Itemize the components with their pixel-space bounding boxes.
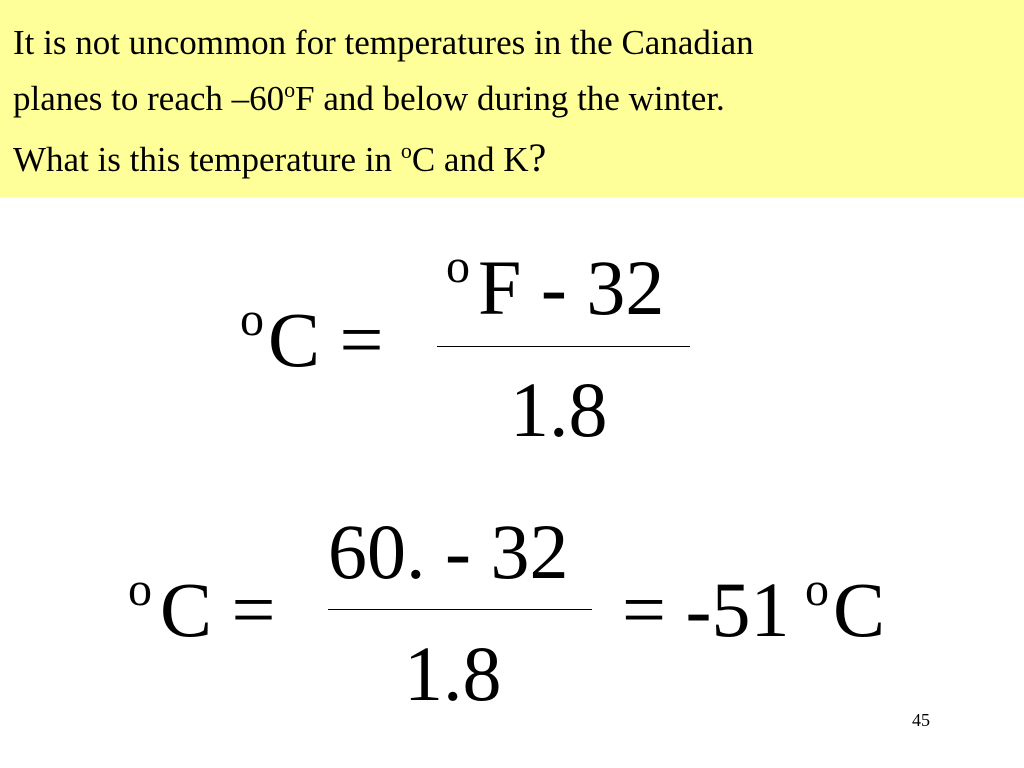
degree-symbol: o	[284, 77, 296, 102]
formula-fraction-bar	[437, 346, 690, 347]
formula-denominator: 1.8	[510, 366, 608, 453]
formula-numerator-degree: o	[446, 240, 470, 293]
formula-numerator: F - 32	[478, 244, 665, 331]
calc-result-degree: o	[805, 563, 829, 616]
question-text-2b: F and below during the winter.	[295, 79, 725, 118]
calc-lhs: C =	[160, 566, 276, 653]
formula-lhs-degree: o	[240, 293, 264, 346]
calc-numerator: 60. - 32	[328, 508, 569, 595]
question-box	[0, 0, 1024, 197]
page-number: 45	[912, 710, 930, 730]
question-text-3a: What is this temperature in	[13, 140, 401, 179]
question-text-1: It is not uncommon for temperatures in the Canadian	[13, 23, 754, 62]
calc-result-value: = -51	[622, 566, 790, 653]
question-text-2a: planes to reach –60	[13, 79, 285, 118]
question-line-2	[13, 79, 725, 123]
question-line-3	[13, 135, 547, 184]
calc-fraction-bar	[328, 609, 592, 610]
degree-symbol: o	[400, 138, 412, 163]
calc-result-unit: C	[833, 566, 886, 653]
question-line-1	[13, 23, 754, 63]
calc-denominator: 1.8	[404, 630, 502, 717]
formula-lhs: C =	[268, 296, 384, 383]
question-text-3b: C and K	[411, 140, 529, 179]
calc-lhs-degree: o	[128, 563, 152, 616]
question-mark: ?	[528, 135, 547, 180]
